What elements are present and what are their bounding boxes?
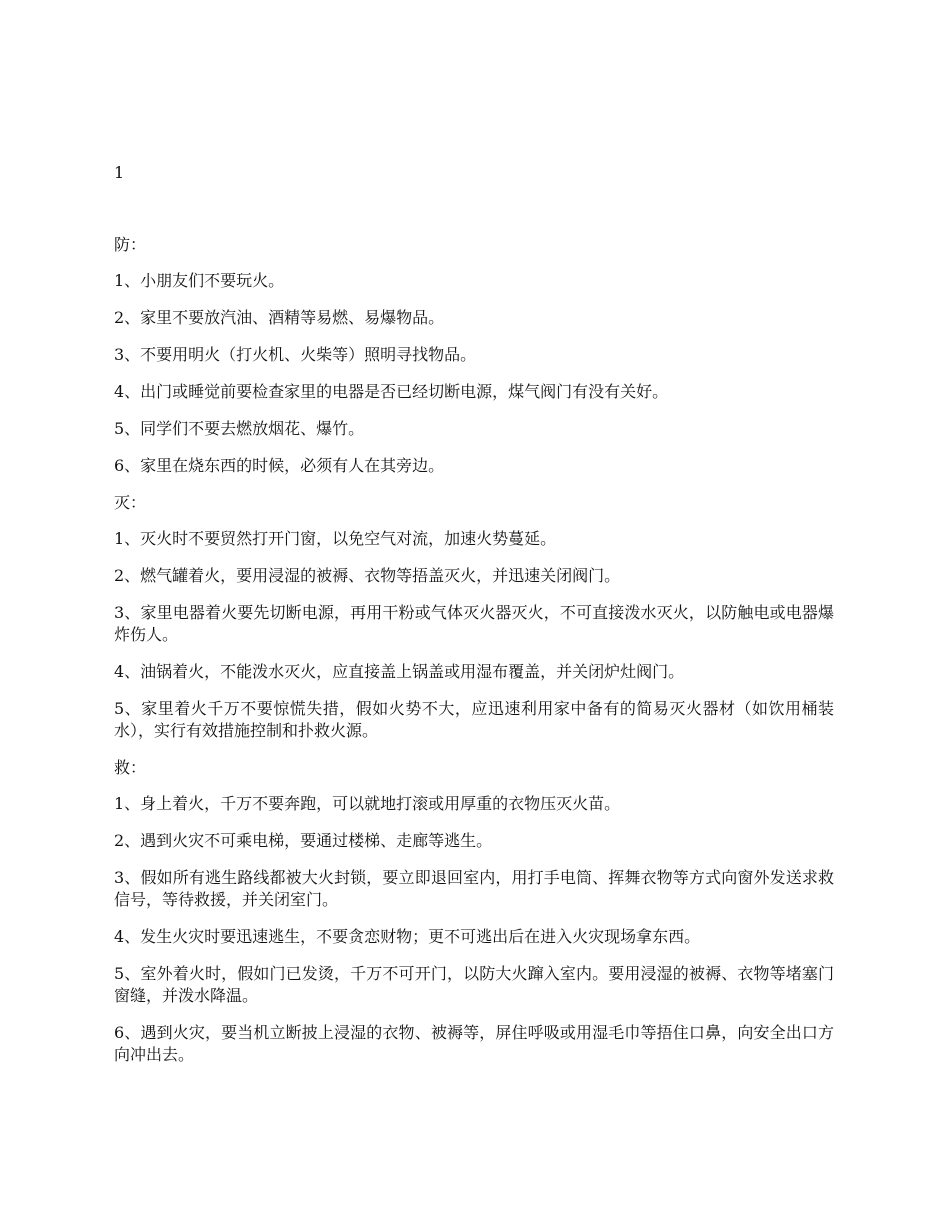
page-number: 1	[114, 163, 125, 182]
list-item: 5、同学们不要去燃放烟花、爆竹。	[114, 419, 365, 438]
list-item: 1、灭火时不要贸然打开门窗，以免空气对流，加速火势蔓延。	[114, 529, 557, 548]
section-heading-extinguish: 灭：	[114, 493, 147, 512]
list-item: 4、出门或睡觉前要检查家里的电器是否已经切断电源，煤气阀门有没有关好。	[114, 382, 669, 401]
section-heading-rescue: 救：	[114, 758, 147, 777]
list-item: 6、家里在烧东西的时候，必须有人在其旁边。	[114, 456, 445, 475]
list-item: 3、家里电器着火要先切断电源，再用干粉或气体灭火器灭火，不可直接泼水灭火，以防触电或电器爆炸伤人。	[114, 603, 834, 644]
list-item: 2、遇到火灾不可乘电梯，要通过楼梯、走廊等逃生。	[114, 831, 493, 850]
section-extinguish	[114, 492, 834, 742]
list-item: 3、不要用明火（打火机、火柴等）照明寻找物品。	[114, 345, 477, 364]
list-item: 4、油锅着火，不能泼水灭火，应直接盖上锅盖或用湿布覆盖，并关闭炉灶阀门。	[114, 662, 685, 681]
section-rescue	[114, 757, 834, 1066]
list-item: 5、家里着火千万不要惊慌失措，假如火势不大，应迅速利用家中备有的简易灭火器材（如饮用桶装水），实行有效措施控制和扑救火源。	[114, 699, 834, 740]
section-heading-prevention: 防：	[114, 235, 147, 254]
list-item: 1、小朋友们不要玩火。	[114, 271, 285, 290]
list-item: 2、燃气罐着火，要用浸湿的被褥、衣物等捂盖灭火，并迅速关闭阀门。	[114, 566, 621, 585]
list-item: 4、发生火灾时要迅速逃生，不要贪恋财物；更不可逃出后在进入火灾现场拿东西。	[114, 927, 701, 946]
list-item: 5、室外着火时，假如门已发烫，千万不可开门，以防大火蹿入室内。要用浸湿的被褥、衣物等堵塞门窗缝，并泼水降温。	[114, 964, 834, 1005]
list-item: 2、家里不要放汽油、酒精等易燃、易爆物品。	[114, 308, 445, 327]
list-item: 1、身上着火，千万不要奔跑，可以就地打滚或用厚重的衣物压灭火苗。	[114, 794, 621, 813]
list-item: 6、遇到火灾，要当机立断披上浸湿的衣物、被褥等，屏住呼吸或用湿毛巾等捂住口鼻，向安全出口方向冲出去。	[114, 1023, 834, 1064]
section-prevention	[114, 234, 834, 477]
list-item: 3、假如所有逃生路线都被大火封锁，要立即退回室内，用打手电筒、挥舞衣物等方式向窗外发送求救信号，等待救援，并关闭室门。	[114, 868, 834, 909]
document-page	[114, 162, 834, 1081]
